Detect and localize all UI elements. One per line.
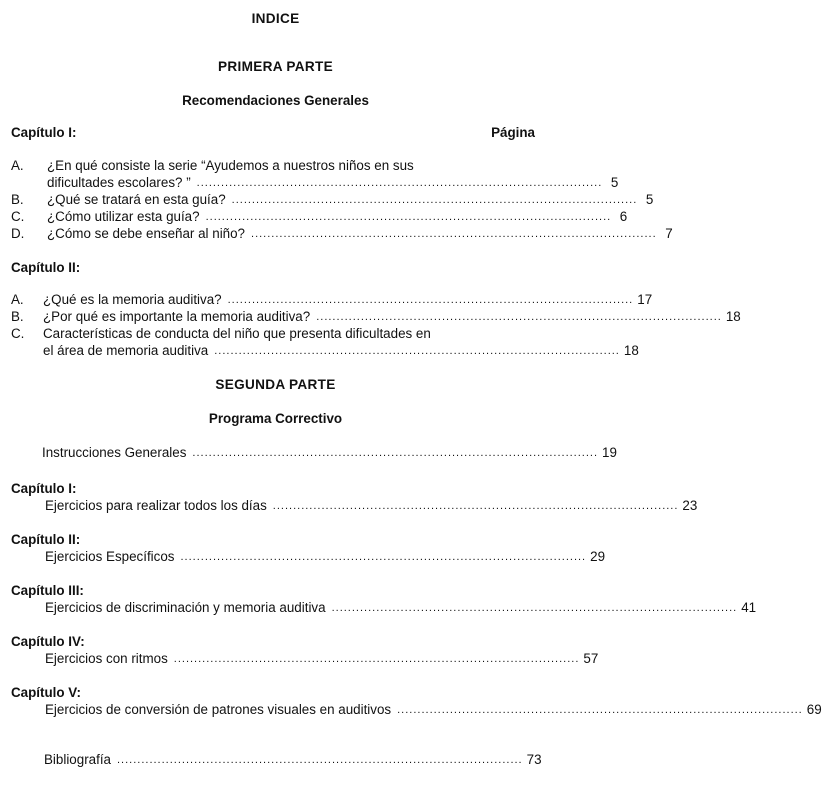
index-title: INDICE bbox=[251, 11, 300, 26]
toc-page-number: 57 bbox=[583, 651, 599, 666]
part2-chapter-label: Capítulo IV: bbox=[11, 634, 85, 649]
toc-entry-text: ¿Por qué es importante la memoria auditiva? bbox=[43, 309, 311, 324]
part1-subtitle: Recomendaciones Generales bbox=[182, 93, 369, 108]
toc-entry[interactable] bbox=[43, 291, 653, 308]
toc-entry[interactable] bbox=[47, 174, 619, 191]
toc-entry[interactable] bbox=[42, 444, 617, 461]
part1-chapter2-label: Capítulo II: bbox=[11, 260, 81, 275]
toc-entry-text: ¿Qué es la memoria auditiva? bbox=[43, 292, 222, 307]
toc-entry-text: Ejercicios de conversión de patrones visuales en auditivos bbox=[45, 702, 392, 717]
part1-chapter1-label: Capítulo I: bbox=[11, 125, 77, 140]
toc-letter: A. bbox=[11, 292, 24, 307]
dot-leader: .................................................................................................... bbox=[180, 551, 587, 563]
toc-page-number: 7 bbox=[665, 226, 673, 241]
toc-letter: A. bbox=[11, 158, 24, 173]
dot-leader: .................................................................................................... bbox=[205, 211, 612, 223]
dot-leader: .................................................................................................... bbox=[173, 653, 580, 665]
dot-leader: .................................................................................................... bbox=[227, 294, 634, 306]
toc-page-number: 5 bbox=[610, 175, 619, 190]
dot-leader: .................................................................................................... bbox=[251, 228, 657, 240]
toc-entry[interactable] bbox=[45, 599, 757, 616]
toc-entry[interactable] bbox=[43, 308, 741, 325]
toc-entry-text: ¿Cómo se debe enseñar al niño? bbox=[47, 226, 246, 241]
dot-leader: .................................................................................................... bbox=[231, 194, 638, 206]
toc-entry[interactable] bbox=[47, 191, 654, 208]
dot-leader: .................................................................................................... bbox=[117, 754, 523, 766]
toc-letter: C. bbox=[11, 326, 25, 341]
part1-title: PRIMERA PARTE bbox=[218, 59, 333, 74]
dot-leader: .................................................................................................... bbox=[196, 177, 603, 189]
toc-entry[interactable] bbox=[43, 342, 639, 359]
toc-entry-text: Ejercicios Específicos bbox=[45, 549, 175, 564]
toc-entry[interactable] bbox=[44, 751, 542, 768]
toc-page-number: 69 bbox=[806, 702, 822, 717]
dot-leader: .................................................................................................... bbox=[192, 447, 599, 459]
toc-entry-text: Bibliografía bbox=[44, 752, 111, 767]
toc-page-number: 29 bbox=[590, 549, 606, 564]
toc-entry-text: ¿Qué se tratará en esta guía? bbox=[47, 192, 226, 207]
toc-page-number: 17 bbox=[637, 292, 653, 307]
toc-entry-text: ¿Cómo utilizar esta guía? bbox=[47, 209, 200, 224]
dot-leader: .................................................................................................... bbox=[397, 704, 803, 716]
toc-entry-line1: ¿En qué consiste la serie “Ayudemos a nuestros niños en sus bbox=[47, 158, 414, 173]
toc-entry[interactable] bbox=[45, 650, 599, 667]
toc-letter: D. bbox=[11, 226, 25, 241]
toc-page-number: 5 bbox=[645, 192, 654, 207]
part2-chapter-label: Capítulo V: bbox=[11, 685, 81, 700]
toc-page-number: 6 bbox=[619, 209, 628, 224]
toc-entry-text: dificultades escolares? ” bbox=[47, 175, 191, 190]
toc-page-number: 18 bbox=[623, 343, 639, 358]
toc-entry[interactable] bbox=[45, 548, 606, 565]
part2-subtitle: Programa Correctivo bbox=[208, 411, 343, 426]
toc-entry-text: Instrucciones Generales bbox=[42, 445, 187, 460]
toc-entry[interactable] bbox=[45, 701, 822, 718]
toc-entry[interactable] bbox=[47, 225, 673, 242]
toc-page-number: 73 bbox=[526, 752, 542, 767]
toc-entry[interactable] bbox=[47, 208, 628, 225]
page-column-header: Página bbox=[491, 125, 535, 140]
part2-chapter-label: Capítulo III: bbox=[11, 583, 84, 598]
part2-chapter-label: Capítulo II: bbox=[11, 532, 81, 547]
dot-leader: .................................................................................................... bbox=[272, 500, 679, 512]
toc-entry-text: Ejercicios con ritmos bbox=[45, 651, 168, 666]
part2-title: SEGUNDA PARTE bbox=[215, 377, 336, 392]
toc-entry-text: Ejercicios de discriminación y memoria auditiva bbox=[45, 600, 326, 615]
toc-page-number: 19 bbox=[602, 445, 617, 460]
toc-page-number: 23 bbox=[682, 498, 698, 513]
dot-leader: .................................................................................................... bbox=[316, 311, 722, 323]
toc-letter: B. bbox=[11, 309, 24, 324]
toc-page-number: 41 bbox=[741, 600, 757, 615]
dot-leader: .................................................................................................... bbox=[331, 602, 738, 614]
toc-page-number: 18 bbox=[725, 309, 741, 324]
toc-entry-text: Ejercicios para realizar todos los días bbox=[45, 498, 267, 513]
toc-entry[interactable] bbox=[45, 497, 698, 514]
dot-leader: .................................................................................................... bbox=[214, 345, 620, 357]
toc-letter: C. bbox=[11, 209, 25, 224]
toc-entry-line1: Características de conducta del niño que presenta dificultades en bbox=[43, 326, 431, 341]
toc-entry-text: el área de memoria auditiva bbox=[43, 343, 209, 358]
part2-chapter-label: Capítulo I: bbox=[11, 481, 77, 496]
toc-letter: B. bbox=[11, 192, 24, 207]
